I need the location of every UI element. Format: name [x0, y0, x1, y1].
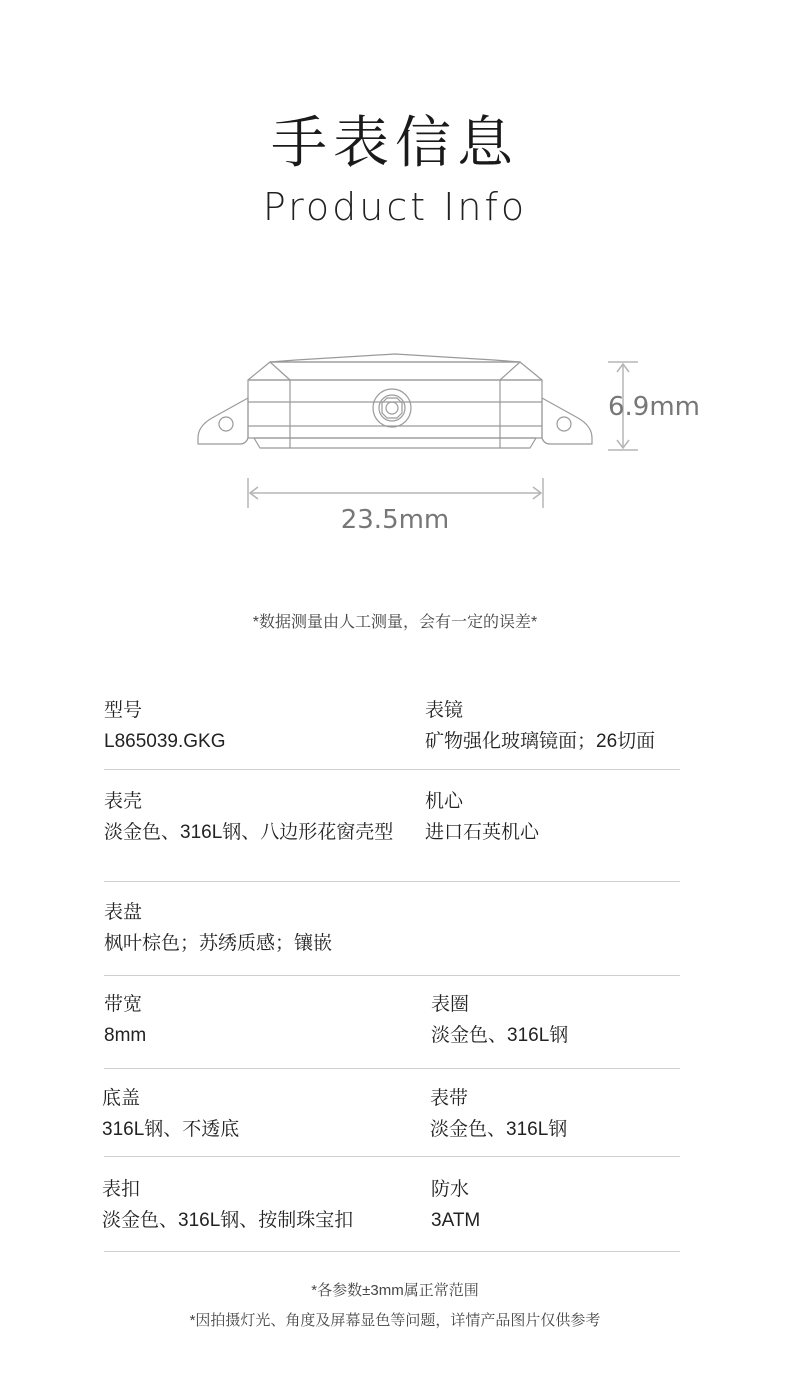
- width-label: 23.5mm: [340, 505, 450, 535]
- spec-label: 表扣: [102, 1179, 141, 1200]
- crystal-top: [270, 354, 520, 362]
- spec-label: 表圈: [431, 994, 470, 1015]
- spec-model: [104, 698, 225, 755]
- divider: [104, 1156, 680, 1157]
- spec-strap: [430, 1086, 567, 1143]
- spec-label: 机心: [425, 791, 464, 812]
- spec-label: 防水: [431, 1179, 470, 1200]
- divider: [104, 881, 680, 882]
- crown-mid: [379, 395, 405, 421]
- spec-caseback: [102, 1086, 239, 1143]
- right-lug-hole: [557, 417, 571, 431]
- crown-octagon: [382, 398, 402, 418]
- spec-label: 表壳: [104, 791, 143, 812]
- color-note: *因拍摄灯光、角度及屏幕显色等问题，详情产品图片仅供参考: [189, 1312, 601, 1329]
- page-title-chinese: 手表信息: [271, 111, 519, 176]
- divider: [104, 1251, 680, 1252]
- spec-value: 8mm: [104, 1025, 147, 1046]
- spec-value: L865039.GKG: [104, 731, 226, 752]
- spec-label: 底盖: [102, 1088, 141, 1109]
- spec-movement: [425, 789, 539, 846]
- measurement-note: *数据测量由人工测量，会有一定的误差*: [252, 614, 538, 631]
- spec-value: 矿物强化玻璃镜面；26切面: [425, 731, 656, 752]
- spec-value: 进口石英机心: [425, 822, 540, 843]
- case-bezel: [248, 362, 542, 380]
- spec-value: 淡金色、316L钢: [430, 1119, 568, 1140]
- spec-label: 表带: [430, 1088, 469, 1109]
- spec-label: 表盘: [104, 902, 143, 923]
- spec-strap-width: [104, 992, 146, 1049]
- spec-label: 型号: [104, 700, 143, 721]
- case-bottom: [254, 438, 536, 448]
- spec-value: 淡金色、316L钢: [431, 1025, 569, 1046]
- spec-value: 淡金色、316L钢、按制珠宝扣: [102, 1210, 354, 1231]
- left-lug-hole: [219, 417, 233, 431]
- thickness-label: 6.9mm: [608, 392, 701, 422]
- spec-value: 淡金色、316L钢、八边形花窗壳型: [104, 822, 394, 843]
- watch-side-diagram: [0, 340, 790, 550]
- spec-value: 316L钢、不透底: [102, 1119, 240, 1140]
- spec-dial: [104, 900, 332, 957]
- tolerance-note: *各参数±3mm属正常范围: [311, 1282, 479, 1299]
- right-lug: [542, 398, 592, 444]
- spec-label: 带宽: [104, 994, 143, 1015]
- left-lug: [198, 398, 248, 444]
- spec-case: [104, 789, 393, 846]
- spec-buckle: [102, 1177, 353, 1234]
- spec-value: 3ATM: [431, 1210, 481, 1231]
- spec-crystal: [425, 698, 655, 755]
- divider: [104, 769, 680, 770]
- spec-water-resistance: [431, 1177, 480, 1234]
- spec-value: 枫叶棕色；苏绣质感；镶嵌: [104, 933, 333, 954]
- divider: [104, 1068, 680, 1069]
- divider: [104, 975, 680, 976]
- page-title-english: Product Info: [262, 185, 528, 229]
- spec-label: 表镜: [425, 700, 464, 721]
- spec-bezel: [431, 992, 568, 1049]
